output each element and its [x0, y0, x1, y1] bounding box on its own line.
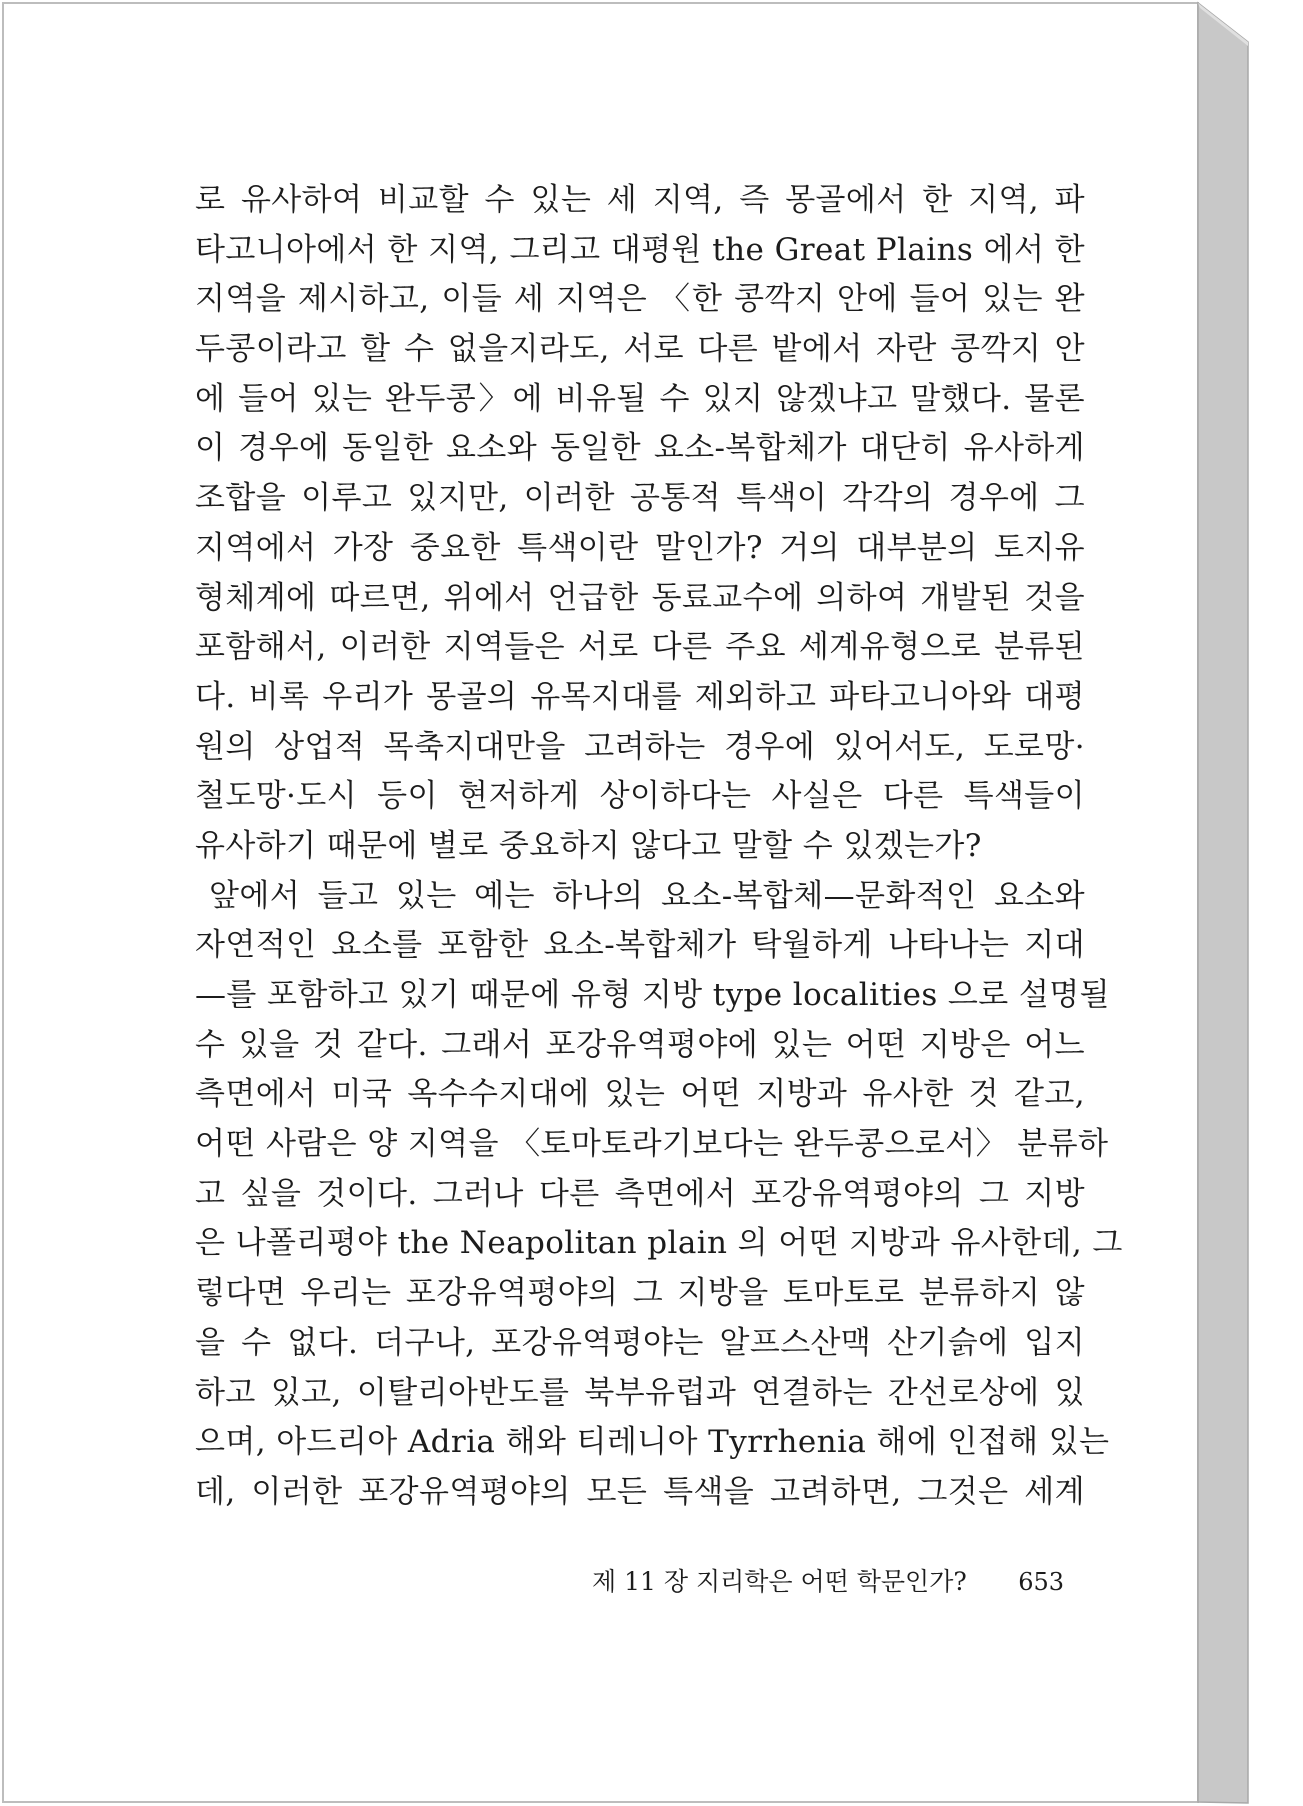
- page-footer: [592, 1562, 1064, 1602]
- text-line: 은 나폴리평야 the Neapolitan plain 의 어떤 지방과 유사한데, 그: [195, 1225, 1123, 1262]
- text-line: —를 포함하고 있기 때문에 유형 지방 type localities 으로 설명될: [195, 977, 1110, 1013]
- text-line: 두콩이라고 할 수 없을지라도, 서로 다른 밭에서 자란 콩깍지 안: [195, 331, 1085, 368]
- text-line: 어떤 사람은 양 지역을 〈토마토라기보다는 완두콩으로서〉 분류하: [195, 1126, 1109, 1163]
- text-line: 로 유사하여 비교할 수 있는 세 지역, 즉 몽골에서 한 지역, 파: [195, 182, 1085, 218]
- text-line: 타고니아에서 한 지역, 그리고 대평원 the Great Plains 에서 한: [195, 231, 1085, 268]
- text-line: 앞에서 들고 있는 예는 하나의 요소-복합체—문화적인 요소와: [209, 877, 1085, 914]
- text-line: 에 들어 있는 완두콩〉에 비유될 수 있지 않겠냐고 말했다. 물론: [195, 380, 1085, 417]
- text-line: 조합을 이루고 있지만, 이러한 공통적 특색이 각각의 경우에 그: [195, 480, 1085, 517]
- text-line: 유사하기 때문에 별로 중요하지 않다고 말할 수 있겠는가?: [195, 827, 982, 864]
- text-line: 형체계에 따르면, 위에서 언급한 동료교수에 의하여 개발된 것을: [195, 579, 1085, 616]
- text-line: 원의 상업적 목축지대만을 고려하는 경우에 있어서도, 도로망·: [195, 728, 1085, 765]
- text-line: 자연적인 요소를 포함한 요소-복합체가 탁월하게 나타나는 지대: [195, 927, 1085, 964]
- body-text: [195, 176, 1123, 1518]
- text-line: 다. 비록 우리가 몽골의 유목지대를 제외하고 파타고니아와 대평: [195, 678, 1085, 715]
- text-line: 지역에서 가장 중요한 특색이란 말인가? 거의 대부분의 토지유: [195, 529, 1085, 566]
- text-line: 하고 있고, 이탈리아반도를 북부유럽과 연결하는 간선로상에 있: [195, 1374, 1085, 1411]
- text-line: 렇다면 우리는 포강유역평야의 그 지방을 토마토로 분류하지 않: [195, 1275, 1085, 1312]
- text-line: 을 수 없다. 더구나, 포강유역평야는 알프스산맥 산기슭에 입지: [195, 1324, 1085, 1361]
- text-line: 이 경우에 동일한 요소와 동일한 요소-복합체가 대단히 유사하게: [195, 430, 1085, 467]
- chapter-title: 제 11 장 지리학은 어떤 학문인가?: [592, 1567, 967, 1596]
- text-line: 지역을 제시하고, 이들 세 지역은 〈한 콩깍지 안에 들어 있는 완: [195, 281, 1085, 318]
- text-line: 철도망·도시 등이 현저하게 상이하다는 사실은 다른 특색들이: [195, 778, 1085, 815]
- text-line: 고 싶을 것이다. 그러나 다른 측면에서 포강유역평야의 그 지방: [195, 1175, 1085, 1212]
- text-line: 측면에서 미국 옥수수지대에 있는 어떤 지방과 유사한 것 같고,: [195, 1076, 1085, 1113]
- text-line: 포함해서, 이러한 지역들은 서로 다른 주요 세계유형으로 분류된: [195, 629, 1085, 666]
- text-line: 데, 이러한 포강유역평야의 모든 특색을 고려하면, 그것은 세계: [195, 1473, 1085, 1510]
- text-line: 으며, 아드리아 Adria 해와 티레니아 Tyrrhenia 해에 인접해 있는: [195, 1424, 1110, 1461]
- text-line: 수 있을 것 같다. 그래서 포강유역평야에 있는 어떤 지방은 어느: [195, 1026, 1085, 1063]
- page-number: 653: [1018, 1568, 1064, 1596]
- page-side-edge: [1198, 3, 1248, 1803]
